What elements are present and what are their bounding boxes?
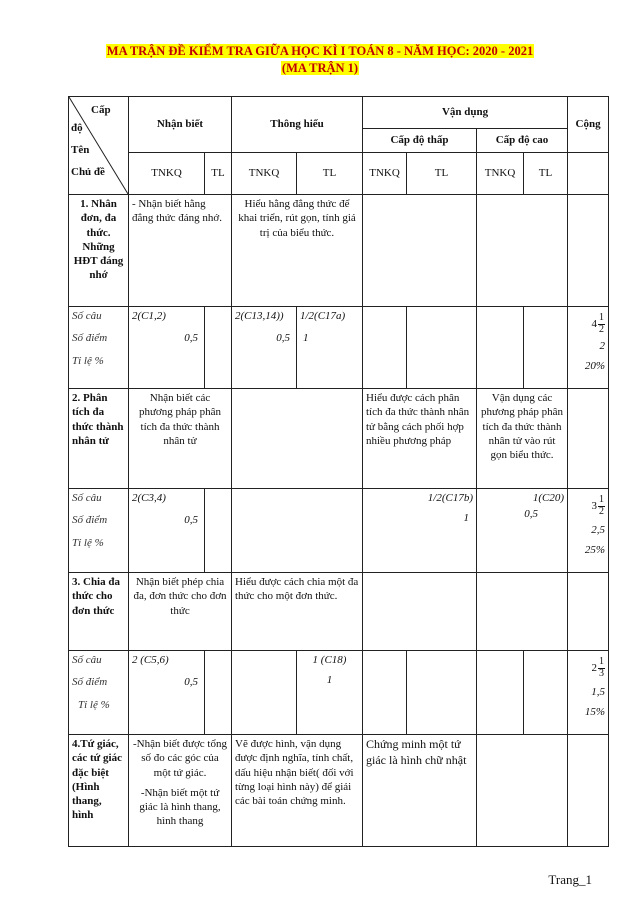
exam-matrix-table — [68, 96, 609, 847]
topic-4-title: 4.Tứ giác, các tứ giác đặc biệt (Hình thang, hình — [69, 735, 129, 847]
header-ten-label: Tên — [71, 144, 90, 156]
topic-3-th-tl-value: 1 (C18) 1 — [297, 651, 363, 735]
topic-2-van-dung-thap: Hiểu được cách phân tích đa thức thành nhân tử bằng cách phối hợp nhiều phương pháp — [363, 389, 477, 489]
topic-2-metric-labels: Số câu Số điểm Tỉ lệ % — [69, 489, 129, 573]
topic-4-nhan-biet: -Nhận biết được tổng số đo các góc của một tứ giác. -Nhận biết một tứ giác là hình thang, hình thang — [129, 735, 232, 847]
header-vdc-tl: TL — [524, 153, 568, 195]
header-do-label: độ — [71, 122, 83, 134]
header-thong-hieu: Thông hiểu — [232, 97, 363, 153]
topic-2-nhan-biet: Nhận biết các phương pháp phân tích đa thức thành nhân tử — [129, 389, 232, 489]
topic-2-van-dung-cao: Vận dụng các phương pháp phân tích đa thức thành nhân tử vào rút gọn biểu thức. — [477, 389, 568, 489]
header-cong: Cộng — [568, 97, 609, 153]
topic-1-total: 4 1 2 2 20% — [568, 307, 609, 389]
topic-1-nhan-biet: - Nhận biết hằng đẳng thức đáng nhớ. — [129, 195, 232, 307]
header-cap-do-cao: Cấp độ cao — [477, 129, 568, 153]
header-nhan-biet: Nhận biết — [129, 97, 232, 153]
topic-2-vdt-value: 1/2(C17b) 1 — [363, 489, 477, 573]
header-vdc-tnkq: TNKQ — [477, 153, 524, 195]
topic-2-vdc-value: 1(C20) 0,5 — [477, 489, 568, 573]
header-cap-label: Cấp — [91, 104, 111, 116]
topic-2-total: 3 1 2 2,5 25% — [568, 489, 609, 573]
header-van-dung: Vận dụng — [363, 97, 568, 129]
topic-3-total: 2 1 3 1,5 15% — [568, 651, 609, 735]
topic-3-nhan-biet: Nhận biết phép chia đa, đơn thức cho đơn thức — [129, 573, 232, 651]
topic-1-th-tnkq-value: 2(C13,14)) 0,5 — [232, 307, 297, 389]
document-subtitle: (MA TRẬN 1) — [281, 61, 359, 75]
header-chude-label: Chủ đề — [71, 166, 105, 178]
topic-1-metric-labels: Số câu Số điểm Tỉ lệ % — [69, 307, 129, 389]
topic-4-van-dung-thap: Chứng minh một tứ giác là hình chữ nhật — [363, 735, 477, 847]
topic-2-nb-tnkq-value: 2(C3,4) 0,5 — [129, 489, 205, 573]
header-cap-do-thap: Cấp độ thấp — [363, 129, 477, 153]
topic-3-thong-hieu: Hiểu được cách chia một đa thức cho một đơn thức. — [232, 573, 363, 651]
topic-1-title: 1. Nhân đơn, đa thức. Những HĐT đáng nhớ — [69, 195, 129, 307]
topic-3-nb-tnkq-value: 2 (C5,6) 0,5 — [129, 651, 205, 735]
header-vdt-tl: TL — [407, 153, 477, 195]
header-nb-tl: TL — [205, 153, 232, 195]
header-th-tl: TL — [297, 153, 363, 195]
topic-2-title: 2. Phân tích đa thức thành nhân tử — [69, 389, 129, 489]
header-th-tnkq: TNKQ — [232, 153, 297, 195]
page-footer: Trang_1 — [548, 872, 592, 887]
topic-1-th-tl-value: 1/2(C17a) 1 — [297, 307, 363, 389]
header-vdt-tnkq: TNKQ — [363, 153, 407, 195]
topic-1-nb-tnkq-value: 2(C1,2) 0,5 — [129, 307, 205, 389]
topic-3-metric-labels: Số câu Số điểm Tỉ lệ % — [69, 651, 129, 735]
topic-1-thong-hieu: Hiểu hằng đẳng thức để khai triển, rút gọn, tính giá trị của biểu thức. — [232, 195, 363, 307]
header-diagonal-cell — [69, 97, 129, 195]
header-nb-tnkq: TNKQ — [129, 153, 205, 195]
document-title: MA TRẬN ĐỀ KIỂM TRA GIỮA HỌC KÌ I TOÁN 8 - NĂM HỌC: 2020 - 2021 — [106, 44, 534, 58]
topic-4-thong-hieu: Vẽ được hình, vận dụng được định nghĩa, tính chất, dấu hiệu nhận biết( đối với từng loại hình này) để giải các bài toán chứng minh. — [232, 735, 363, 847]
topic-3-title: 3. Chia đa thức cho đơn thức — [69, 573, 129, 651]
